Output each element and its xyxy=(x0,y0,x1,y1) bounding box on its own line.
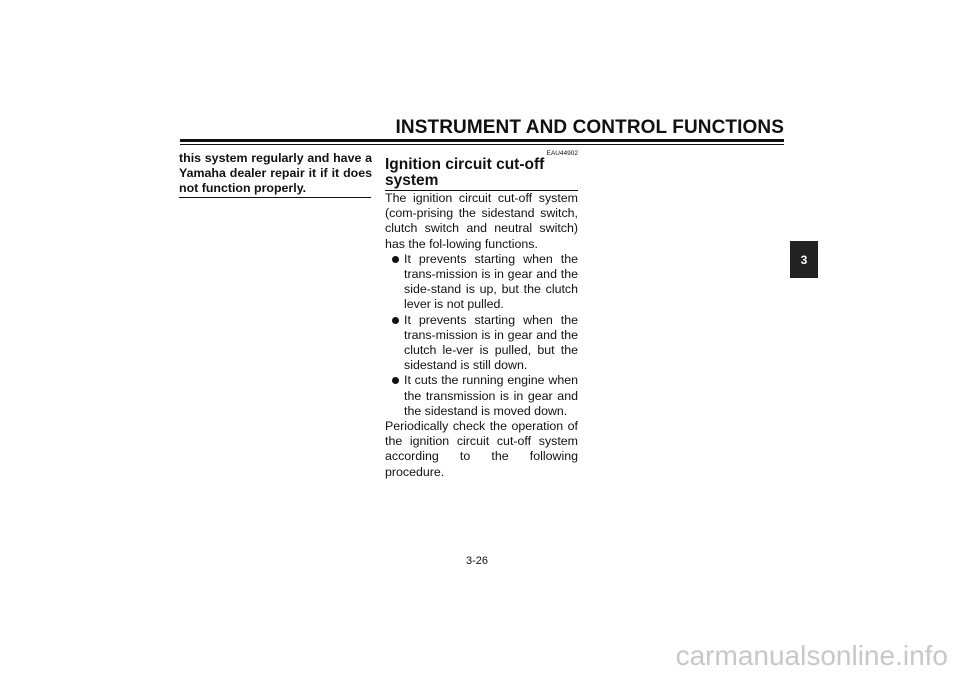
page-number: 3-26 xyxy=(466,555,489,567)
bullet-icon xyxy=(392,317,399,324)
list-item-text: It prevents starting when the trans-mission is in gear and the clutch le-ver is pulled, but the sidestand is still down. xyxy=(404,312,578,373)
left-column-rule xyxy=(179,197,371,198)
right-column xyxy=(385,150,578,480)
section-title: Ignition circuit cut-off system xyxy=(385,157,578,191)
bullet-icon xyxy=(392,377,399,384)
chapter-tab: 3 xyxy=(790,241,818,278)
header-title: INSTRUMENT AND CONTROL FUNCTIONS xyxy=(395,117,784,138)
watermark-text: carmanualsonline.info xyxy=(675,640,948,671)
list-item xyxy=(385,252,578,313)
bullet-icon xyxy=(392,256,399,263)
header-rule-thick xyxy=(180,139,784,142)
function-list xyxy=(385,252,578,419)
left-column-warning-text: this system regularly and have a Yamaha dealer repair it if it does not function properly. xyxy=(179,151,372,195)
list-item-text: It prevents starting when the trans-mission is in gear and the side-stand is up, but the clutch lever is not pulled. xyxy=(404,251,578,312)
list-item xyxy=(385,373,578,419)
closing-paragraph: Periodically check the operation of the ignition circuit cut-off system according to the following procedure. xyxy=(385,419,578,479)
section-code: EAU44902 xyxy=(546,150,578,157)
header-rule-thin xyxy=(180,144,784,145)
intro-paragraph: The ignition circuit cut-off system (com-prising the sidestand switch, clutch switch and neutral switch) has the fol-lowing functions. xyxy=(385,191,578,251)
list-item xyxy=(385,313,578,374)
list-item-text: It cuts the running engine when the transmission is in gear and the sidestand is moved down. xyxy=(404,373,578,418)
